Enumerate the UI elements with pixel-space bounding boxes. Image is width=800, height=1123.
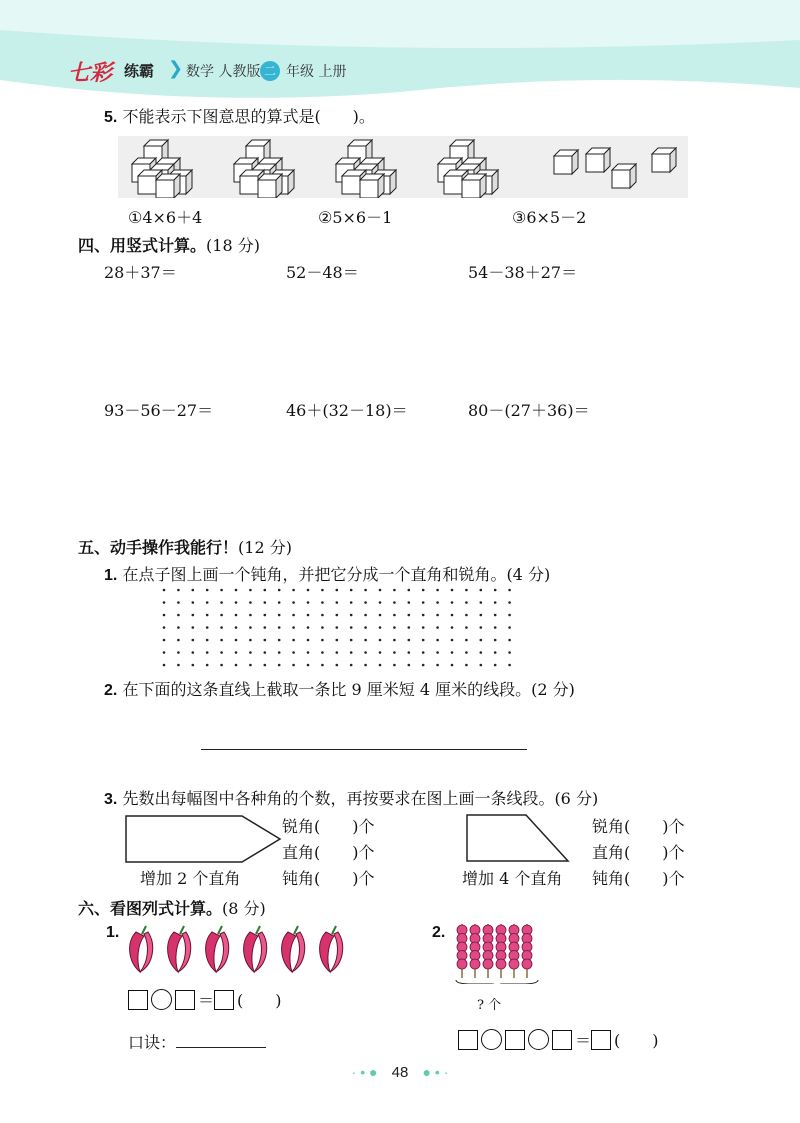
grid-dot[interactable]	[220, 601, 223, 604]
grid-dot[interactable]	[422, 664, 425, 667]
grid-dot[interactable]	[364, 626, 367, 629]
grid-dot[interactable]	[177, 651, 180, 654]
grid-dot[interactable]	[451, 664, 454, 667]
calc-5: 46＋(32－18)＝	[286, 401, 408, 420]
grid-dot[interactable]	[508, 601, 511, 604]
right-figure-caption: 增加 4 个直角	[462, 869, 563, 888]
answer-box[interactable]	[214, 990, 234, 1010]
header-band	[0, 0, 800, 100]
grid-dot[interactable]	[292, 639, 295, 642]
grid-dot[interactable]	[465, 626, 468, 629]
sec6-score: (8 分)	[222, 899, 266, 918]
grid-dot[interactable]	[307, 639, 310, 642]
right-obtuse-count: 钝角( )个	[592, 869, 685, 888]
right-right-count: 直角( )个	[592, 843, 685, 862]
grid-dot[interactable]	[292, 589, 295, 592]
grid-dot[interactable]	[220, 589, 223, 592]
grid-dot[interactable]	[364, 589, 367, 592]
sec6-q2-equation: ＝ ( )	[458, 1028, 659, 1051]
dots-decoration: ● • ·	[422, 1064, 449, 1080]
brace	[456, 980, 538, 984]
grid-dot[interactable]	[206, 639, 209, 642]
grid-dot[interactable]	[292, 614, 295, 617]
sec6-title: 六、看图列式计算。	[78, 899, 223, 918]
grid-dot[interactable]	[508, 589, 511, 592]
grid-dot[interactable]	[336, 639, 339, 642]
grid-dot[interactable]	[220, 651, 223, 654]
grid-dot[interactable]	[422, 601, 425, 604]
left-obtuse-count: 钝角( )个	[282, 869, 375, 888]
grid-dot[interactable]	[379, 639, 382, 642]
grid-dot[interactable]	[393, 601, 396, 604]
operator-circle[interactable]	[151, 989, 172, 1010]
grid-dot[interactable]	[206, 589, 209, 592]
grid-dot[interactable]	[192, 664, 195, 667]
grid-dot[interactable]	[436, 614, 439, 617]
grid-dot[interactable]	[321, 651, 324, 654]
grid-dot[interactable]	[264, 639, 267, 642]
left-acute-count: 锐角( )个	[282, 817, 375, 836]
grid-dot[interactable]	[436, 664, 439, 667]
grid-dot[interactable]	[422, 639, 425, 642]
sec5-q3	[104, 786, 598, 809]
sec4-title: 四、用竖式计算。	[78, 236, 207, 255]
grid-dot[interactable]	[249, 639, 252, 642]
page-number-row	[0, 1064, 800, 1081]
grid-dot[interactable]	[350, 614, 353, 617]
sec4-score: (18 分)	[206, 236, 260, 255]
grid-dot[interactable]	[350, 664, 353, 667]
grid-dot[interactable]	[264, 614, 267, 617]
grid-dot[interactable]	[163, 639, 166, 642]
grid-dot[interactable]	[422, 626, 425, 629]
grid-dot[interactable]	[379, 589, 382, 592]
grid-dot[interactable]	[177, 614, 180, 617]
right-acute-count: 锐角( )个	[592, 817, 685, 836]
grid-dot[interactable]	[436, 639, 439, 642]
grid-dot[interactable]	[494, 639, 497, 642]
grid-dot[interactable]	[465, 601, 468, 604]
grid-dot[interactable]	[465, 651, 468, 654]
grid-dot[interactable]	[235, 589, 238, 592]
unit-paren[interactable]: ( )	[614, 1031, 659, 1050]
pentagon-figure[interactable]	[124, 814, 284, 864]
grid-dot[interactable]	[393, 614, 396, 617]
grid-dot[interactable]	[465, 589, 468, 592]
grid-dot[interactable]	[408, 639, 411, 642]
grid-dot[interactable]	[206, 601, 209, 604]
calc-6: 80－(27＋36)＝	[468, 401, 590, 420]
q5-option-1: ①4×6＋4	[128, 208, 203, 227]
grid-dot[interactable]	[249, 601, 252, 604]
grid-dot[interactable]	[494, 664, 497, 667]
grid-dot[interactable]	[264, 601, 267, 604]
grid-dot[interactable]	[192, 651, 195, 654]
grid-dot[interactable]	[307, 614, 310, 617]
grid-dot[interactable]	[393, 626, 396, 629]
grid-dot[interactable]	[364, 664, 367, 667]
fruit-ball	[457, 959, 467, 969]
grid-dot[interactable]	[350, 626, 353, 629]
answer-box[interactable]	[552, 1030, 572, 1050]
grade-badge: 二	[260, 61, 280, 81]
grid-dot[interactable]	[465, 639, 468, 642]
grid-dot[interactable]	[408, 614, 411, 617]
grid-dot[interactable]	[436, 626, 439, 629]
calc-4: 93－56－27＝	[104, 401, 214, 420]
grid-dot[interactable]	[307, 589, 310, 592]
grid-dot[interactable]	[336, 651, 339, 654]
grid-dot[interactable]	[379, 601, 382, 604]
operator-circle[interactable]	[528, 1029, 549, 1050]
grid-dot[interactable]	[220, 664, 223, 667]
sec6-q1-equation: ＝ ( )	[128, 988, 282, 1011]
koujue-row	[128, 1030, 266, 1053]
calc-3: 54－38＋27＝	[468, 263, 578, 282]
grid-dot[interactable]	[163, 651, 166, 654]
grid-dot[interactable]	[480, 589, 483, 592]
grid-dot[interactable]	[292, 626, 295, 629]
grid-dot[interactable]	[321, 626, 324, 629]
grid-dot[interactable]	[264, 664, 267, 667]
grid-dot[interactable]	[177, 664, 180, 667]
sec5-heading	[78, 535, 292, 558]
grid-dot[interactable]	[451, 614, 454, 617]
grid-dot[interactable]	[292, 601, 295, 604]
grid-dot[interactable]	[163, 664, 166, 667]
grid-dot[interactable]	[408, 589, 411, 592]
sec4-heading	[78, 233, 260, 256]
sec5-q3-text: 先数出每幅图中各种角的个数，再按要求在图上画一条线段。(6 分)	[122, 789, 599, 808]
grid-dot[interactable]	[494, 589, 497, 592]
q5-option-2: ②5×6－1	[318, 208, 393, 227]
candied-fruit-skewers	[452, 922, 542, 984]
grid-dot[interactable]	[192, 614, 195, 617]
grid-dot[interactable]	[436, 651, 439, 654]
calc-1: 28＋37＝	[104, 263, 177, 282]
sec5-q1	[104, 562, 550, 585]
q5-number: 5.	[104, 109, 118, 126]
grid-dot[interactable]	[364, 614, 367, 617]
trapezoid-figure[interactable]	[464, 812, 574, 864]
grid-dot[interactable]	[393, 664, 396, 667]
grid-dot[interactable]	[379, 651, 382, 654]
grid-dot[interactable]	[307, 626, 310, 629]
unit-paren[interactable]: ( )	[237, 991, 282, 1010]
grid-dot[interactable]	[451, 601, 454, 604]
dot-grid[interactable]	[160, 586, 520, 670]
left-right-count: 直角( )个	[282, 843, 375, 862]
grid-dot[interactable]	[220, 639, 223, 642]
grid-dot[interactable]	[192, 626, 195, 629]
grid-dot[interactable]	[408, 664, 411, 667]
grid-dot[interactable]	[321, 589, 324, 592]
brand-name: 练霸	[124, 62, 155, 80]
grid-dot[interactable]	[408, 626, 411, 629]
grid-dot[interactable]	[264, 626, 267, 629]
grid-dot[interactable]	[249, 664, 252, 667]
grid-dot[interactable]	[235, 664, 238, 667]
sec5-q3-number: 3.	[104, 791, 118, 808]
koujue-label: 口诀：	[128, 1033, 177, 1052]
cube-figures	[118, 136, 688, 198]
straight-line[interactable]	[201, 749, 527, 750]
brand-logo: 七彩	[68, 61, 113, 86]
grid-dot[interactable]	[249, 614, 252, 617]
grid-dot[interactable]	[494, 614, 497, 617]
sec5-q1-text: 在点子图上画一个钝角，并把它分成一个直角和锐角。(4 分)	[122, 565, 551, 584]
grid-dot[interactable]	[249, 651, 252, 654]
fruit-ball	[496, 959, 506, 969]
answer-box[interactable]	[175, 990, 195, 1010]
grid-dot[interactable]	[336, 626, 339, 629]
grid-dot[interactable]	[206, 664, 209, 667]
sec5-q2-number: 2.	[104, 682, 118, 699]
fruit-ball	[522, 959, 532, 969]
grid-dot[interactable]	[451, 639, 454, 642]
grid-dot[interactable]	[336, 614, 339, 617]
grid-dot[interactable]	[436, 589, 439, 592]
grid-dot[interactable]	[350, 639, 353, 642]
grid-dot[interactable]	[321, 639, 324, 642]
grid-dot[interactable]	[235, 601, 238, 604]
grid-dot[interactable]	[480, 664, 483, 667]
grid-dot[interactable]	[350, 601, 353, 604]
grid-dot[interactable]	[249, 589, 252, 592]
grid-dot[interactable]	[451, 589, 454, 592]
sec6-q2-number: 2.	[432, 924, 446, 941]
sec5-q2	[104, 677, 575, 700]
fruit-ball	[509, 959, 519, 969]
fruit-ball	[470, 959, 480, 969]
grid-dot[interactable]	[494, 626, 497, 629]
grid-dot[interactable]	[336, 601, 339, 604]
grid-dot[interactable]	[508, 614, 511, 617]
grid-dot[interactable]	[480, 651, 483, 654]
grid-dot[interactable]	[408, 601, 411, 604]
grid-dot[interactable]	[278, 664, 281, 667]
grid-dot[interactable]	[393, 639, 396, 642]
grid-dot[interactable]	[393, 589, 396, 592]
chevron-right-icon: ❯	[168, 58, 184, 79]
brace-label: ? 个	[477, 998, 502, 1013]
grid-dot[interactable]	[206, 614, 209, 617]
grid-dot[interactable]	[220, 614, 223, 617]
grid-dot[interactable]	[278, 626, 281, 629]
answer-box[interactable]	[591, 1030, 611, 1050]
grid-dot[interactable]	[480, 601, 483, 604]
grid-dot[interactable]	[192, 601, 195, 604]
grid-dot[interactable]	[508, 664, 511, 667]
grid-dot[interactable]	[321, 664, 324, 667]
grid-dot[interactable]	[249, 626, 252, 629]
grid-dot[interactable]	[206, 626, 209, 629]
sec6-q1-number: 1.	[106, 924, 120, 941]
grid-dot[interactable]	[364, 639, 367, 642]
sec5-q2-text: 在下面的这条直线上截取一条比 9 厘米短 4 厘米的线段。(2 分)	[122, 680, 575, 699]
grid-dot[interactable]	[235, 626, 238, 629]
subject-label: 数学 人教版	[186, 64, 261, 80]
grid-dot[interactable]	[163, 614, 166, 617]
grid-dot[interactable]	[177, 601, 180, 604]
grid-dot[interactable]	[508, 639, 511, 642]
grid-dot[interactable]	[480, 614, 483, 617]
answer-box[interactable]	[128, 990, 148, 1010]
grid-dot[interactable]	[336, 664, 339, 667]
grid-dot[interactable]	[494, 651, 497, 654]
grid-dot[interactable]	[278, 614, 281, 617]
grid-dot[interactable]	[422, 614, 425, 617]
grid-dot[interactable]	[292, 651, 295, 654]
grid-dot[interactable]	[393, 651, 396, 654]
grid-dot[interactable]	[292, 664, 295, 667]
grid-dot[interactable]	[422, 589, 425, 592]
grid-dot[interactable]	[307, 651, 310, 654]
grid-dot[interactable]	[235, 639, 238, 642]
sec5-q1-number: 1.	[104, 567, 118, 584]
grid-dot[interactable]	[163, 601, 166, 604]
grid-dot[interactable]	[192, 639, 195, 642]
sec6-heading	[78, 896, 266, 919]
fruit-ball	[483, 959, 493, 969]
grid-dot[interactable]	[364, 601, 367, 604]
grid-dot[interactable]	[408, 651, 411, 654]
grid-dot[interactable]	[177, 639, 180, 642]
calc-2: 52－48＝	[286, 263, 359, 282]
answer-box[interactable]	[458, 1030, 478, 1050]
grid-dot[interactable]	[307, 664, 310, 667]
grid-dot[interactable]	[163, 589, 166, 592]
grid-dot[interactable]	[264, 651, 267, 654]
grid-dot[interactable]	[379, 626, 382, 629]
grid-dot[interactable]	[422, 651, 425, 654]
grid-dot[interactable]	[264, 589, 267, 592]
grid-dot[interactable]	[220, 626, 223, 629]
q5-option-3: ③6×5－2	[512, 208, 587, 227]
answer-box[interactable]	[505, 1030, 525, 1050]
grid-dot[interactable]	[177, 626, 180, 629]
grid-dot[interactable]	[321, 614, 324, 617]
grid-dot[interactable]	[379, 664, 382, 667]
grid-dot[interactable]	[192, 589, 195, 592]
left-figure-caption: 增加 2 个直角	[140, 869, 241, 888]
grid-dot[interactable]	[307, 601, 310, 604]
operator-circle[interactable]	[481, 1029, 502, 1050]
grid-dot[interactable]	[206, 651, 209, 654]
grid-dot[interactable]	[451, 626, 454, 629]
grid-dot[interactable]	[465, 614, 468, 617]
grid-dot[interactable]	[278, 601, 281, 604]
grid-dot[interactable]	[451, 651, 454, 654]
grid-dot[interactable]	[494, 601, 497, 604]
grid-dot[interactable]	[364, 651, 367, 654]
dots-decoration: · • ●	[351, 1064, 378, 1080]
grid-dot[interactable]	[278, 589, 281, 592]
grid-dot[interactable]	[379, 614, 382, 617]
grid-dot[interactable]	[278, 651, 281, 654]
grid-dot[interactable]	[436, 601, 439, 604]
grid-dot[interactable]	[278, 639, 281, 642]
page-number: 48	[391, 1064, 409, 1081]
grid-dot[interactable]	[163, 626, 166, 629]
koujue-blank[interactable]	[176, 1033, 266, 1048]
grid-dot[interactable]	[465, 664, 468, 667]
grid-dot[interactable]	[321, 601, 324, 604]
grid-dot[interactable]	[235, 651, 238, 654]
grid-dot[interactable]	[480, 626, 483, 629]
cube-figures-art	[118, 136, 688, 198]
grid-dot[interactable]	[350, 589, 353, 592]
grid-dot[interactable]	[508, 651, 511, 654]
grid-dot[interactable]	[177, 589, 180, 592]
grid-dot[interactable]	[235, 614, 238, 617]
grid-dot[interactable]	[480, 639, 483, 642]
q5-line	[104, 104, 375, 127]
sec5-title: 五、动手操作我能行！	[78, 538, 239, 557]
grade-label: 年级 上册	[286, 64, 347, 80]
q5-text: 不能表示下图意思的算式是( )。	[122, 107, 375, 126]
grid-dot[interactable]	[508, 626, 511, 629]
pepper-pictures	[124, 924, 354, 976]
grid-dot[interactable]	[350, 651, 353, 654]
sec5-score: (12 分)	[238, 538, 292, 557]
grid-dot[interactable]	[336, 589, 339, 592]
